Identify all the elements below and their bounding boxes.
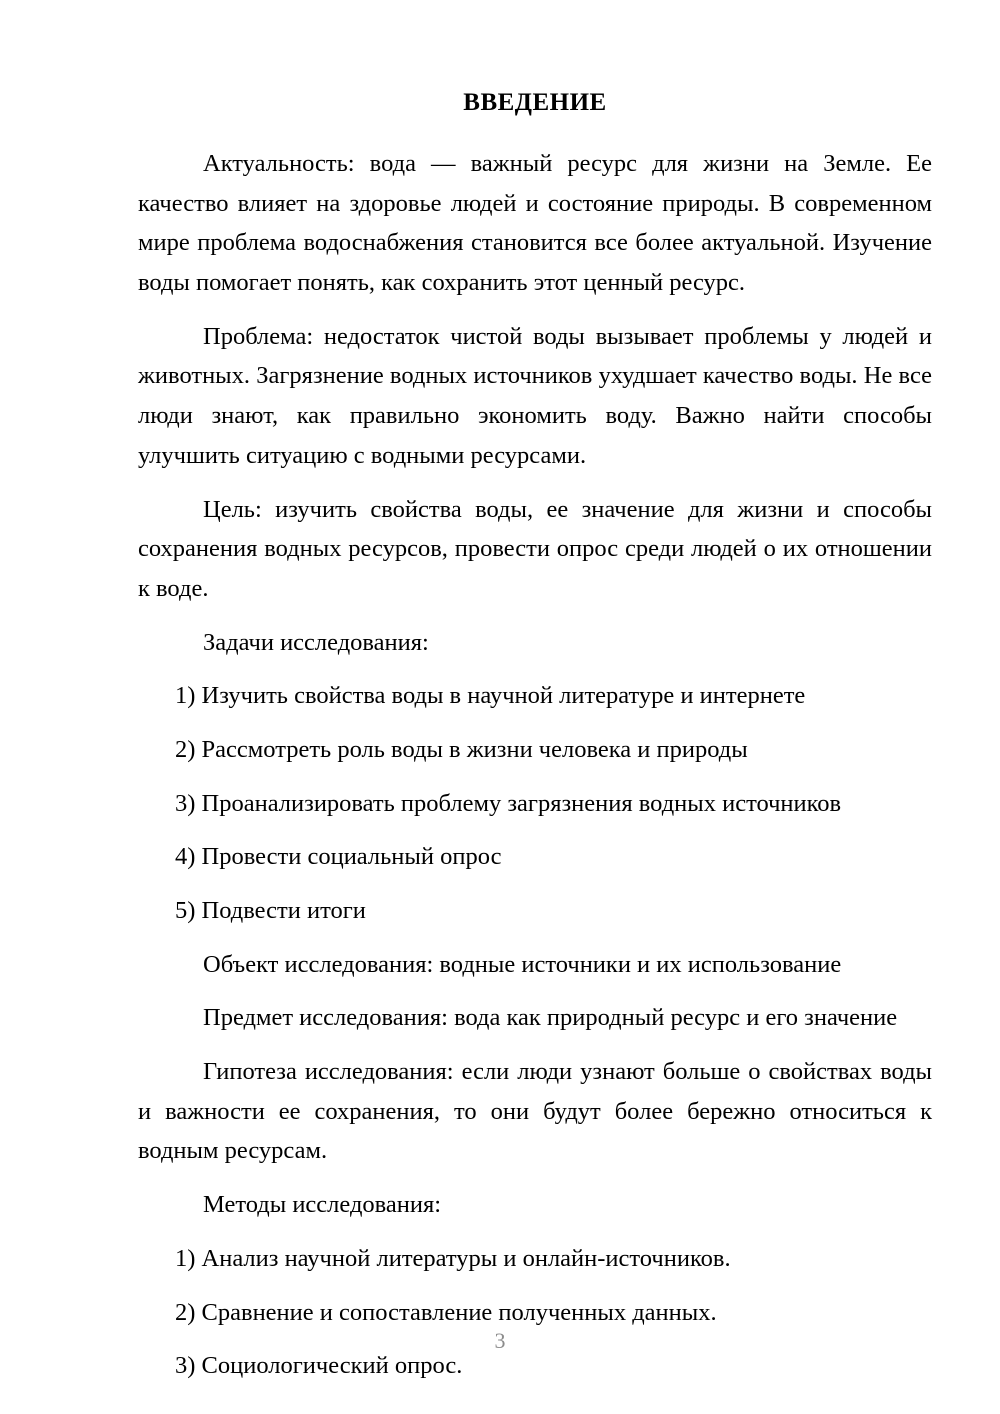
paragraph-object: Объект исследования: водные источники и их использование <box>203 950 842 978</box>
heading-tasks: Задачи исследования: <box>203 628 429 656</box>
list-item: 2) Рассмотреть роль воды в жизни человека и природы <box>175 735 748 763</box>
list-item: 1) Анализ научной литературы и онлайн-источников. <box>175 1244 731 1272</box>
list-item: 1) Изучить свойства воды в научной литературе и интернете <box>175 682 806 710</box>
heading-methods: Методы исследования: <box>203 1191 442 1219</box>
paragraph-subject: Предмет исследования: вода как природный ресурс и его значение <box>203 1004 898 1032</box>
paragraph-hypothesis: Гипотеза исследования: если люди узнают больше о свойствах воды и важности ее сохранения, то они будут более бережно относиться к водным ресурсам. <box>138 1058 932 1165</box>
list-item: 2) Сравнение и сопоставление полученных данных. <box>175 1298 717 1326</box>
page-content <box>138 88 932 1400</box>
paragraph-relevance: Актуальность: вода — важный ресурс для жизни на Земле. Ее качество влияет на здоровье людей и состояние природы. В современном мире проблема водоснабжения становится все более актуальной. Изучение воды помогает понять, как сохранить этот ценный ресурс. <box>138 150 932 297</box>
paragraph-goal: Цель: изучить свойства воды, ее значение для жизни и способы сохранения водных ресурсов, провести опрос среди людей о их отношении к воде. <box>138 495 932 602</box>
list-item: 3) Социологический опрос. <box>175 1352 463 1380</box>
list-item: 4) Провести социальный опрос <box>175 843 502 871</box>
page-title: ВВЕДЕНИЕ <box>463 89 607 116</box>
list-item: 5) Подвести итоги <box>175 897 366 924</box>
page-number: 3 <box>494 1328 506 1353</box>
paragraph-problem: Проблема: недостаток чистой воды вызывает проблемы у людей и животных. Загрязнение водных источников ухудшает качество воды. Не все люди знают, как правильно экономить воду. Важно найти способы улучшить ситуацию с водными ресурсами. <box>138 322 932 469</box>
list-item: 3) Проанализировать проблему загрязнения водных источников <box>175 789 842 817</box>
methods-list <box>138 1239 932 1386</box>
tasks-list <box>138 676 932 930</box>
